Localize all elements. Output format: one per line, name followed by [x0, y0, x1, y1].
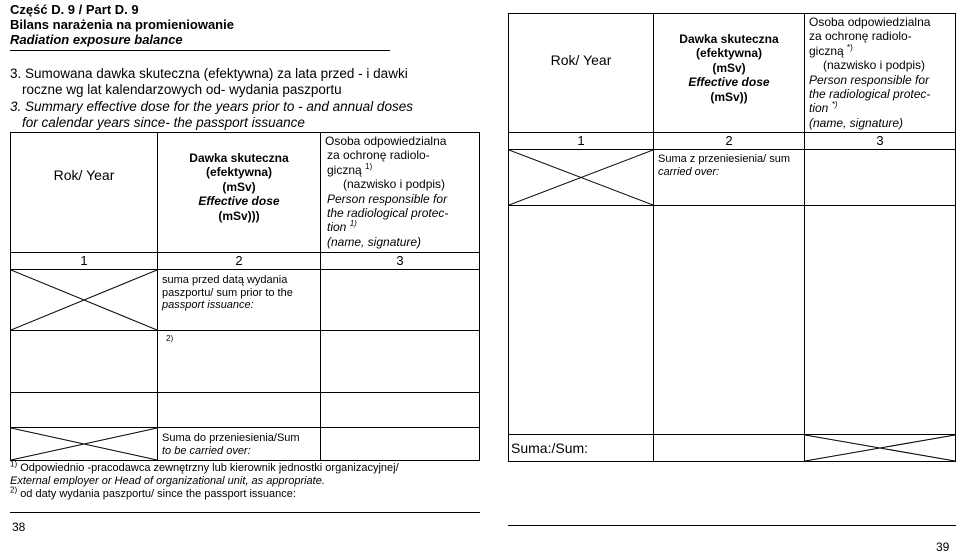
left-row3-year: [10, 392, 158, 428]
right-carried-dose: [653, 149, 805, 206]
right-row-dose: [653, 205, 805, 435]
cross-out-mark: [11, 270, 157, 330]
left-carry-year-crossed: [10, 427, 158, 461]
section3-pl-line1: 3. Sumowana dawka skuteczna (efektywna) za lata przed - i dawki: [10, 66, 408, 81]
left-row3-signature: [320, 392, 480, 428]
right-colnum-1: 1: [508, 132, 654, 150]
right-total-label-cell: [508, 434, 654, 462]
right-row-year: [508, 205, 654, 435]
left-header-year-label: Rok/ Year: [53, 167, 115, 183]
cross-out-mark: [509, 150, 653, 205]
sum-carried-label: Suma z przeniesienia/ sum carried over:: [658, 153, 791, 178]
left-colnum-2: 2: [157, 252, 321, 270]
right-table: [508, 13, 956, 462]
right-carried-year-crossed: [508, 149, 654, 206]
right-header-responsible-text: Osoba odpowiedzialna za ochronę radiolo- giczną *) (nazwisko i podpis) Person responsible for the radiological protec- tion *) (name, signature): [809, 15, 931, 130]
left-header-responsible-text: Osoba odpowiedzialna za ochronę radiolo- giczną $^{1)}$ (nazwisko i podpis) Person responsible for the radiological protec- tion $^{1)}$ (name, signature): [325, 134, 449, 249]
right-total-crossed: [804, 434, 956, 462]
total-label: Suma:/Sum:: [511, 440, 589, 456]
section3-en-line1: 3. Summary effective dose for the years prior to - and annual doses: [10, 99, 413, 114]
section-title-pl: Bilans narażenia na promieniowanie: [10, 17, 234, 32]
right-header-dose: [653, 13, 805, 133]
sum-carry-label: Suma do przeniesienia/Sum to be carried over:: [162, 432, 300, 457]
left-prior-signature: [320, 269, 480, 331]
left-colnum-1: 1: [10, 252, 158, 270]
section3-pl-line2: roczne wg lat kalendarzowych od- wydania paszportu: [22, 82, 342, 97]
left-header-dose: [157, 132, 321, 253]
cross-out-mark: [11, 428, 157, 460]
left-carry-dose: [157, 427, 321, 461]
left-header-dose-text: Dawka skuteczna (efektywna) (mSv) Effective dose (mSv))): [189, 151, 289, 223]
right-header-dose-text: Dawka skuteczna (efektywna) (mSv) Effective dose (mSv)): [679, 32, 779, 104]
left-table: [10, 132, 480, 460]
part-label: Część D. 9 / Part D. 9: [10, 2, 139, 17]
left-row2-signature: [320, 330, 480, 393]
right-colnum-3: 3: [804, 132, 956, 150]
left-row2-dose: 2): [157, 330, 321, 393]
left-carry-signature: [320, 427, 480, 461]
footer-rule-right: [508, 525, 956, 526]
title-underline: [10, 50, 390, 51]
page-number-right: 39: [936, 540, 950, 554]
left-colnum-3: 3: [320, 252, 480, 270]
footer-rule-left: [10, 512, 480, 513]
right-header-year-label: Rok/ Year: [550, 52, 612, 68]
left-prior-year-crossed: [10, 269, 158, 331]
right-carried-signature: [804, 149, 956, 206]
section-title-en: Radiation exposure balance: [10, 32, 183, 47]
page-number-left: 38: [12, 520, 26, 534]
left-header-year: [10, 132, 158, 253]
section3-en-line2: for calendar years since- the passport issuance: [22, 115, 305, 130]
right-row-signature: [804, 205, 956, 435]
right-colnum-2: 2: [653, 132, 805, 150]
sum-prior-label: suma przed datą wydania paszportu/ sum prior to the passport issuance:: [162, 274, 293, 312]
footnotes: $^{1)}$ Odpowiednio -pracodawca zewnętrzny lub kierownik jednostki organizacyjnej/ External employer or Head of organizational unit, as appropriate. $^{2)}$ od daty wydania paszportu/ since the passport issuance:: [10, 459, 399, 501]
left-row2-year: [10, 330, 158, 393]
left-prior-dose: [157, 269, 321, 331]
right-header-responsible: [804, 13, 956, 133]
left-row3-dose: [157, 392, 321, 428]
cross-out-mark: [805, 435, 955, 461]
left-header-responsible: [320, 132, 480, 253]
right-header-year: [508, 13, 654, 133]
right-total-dose: [653, 434, 805, 462]
